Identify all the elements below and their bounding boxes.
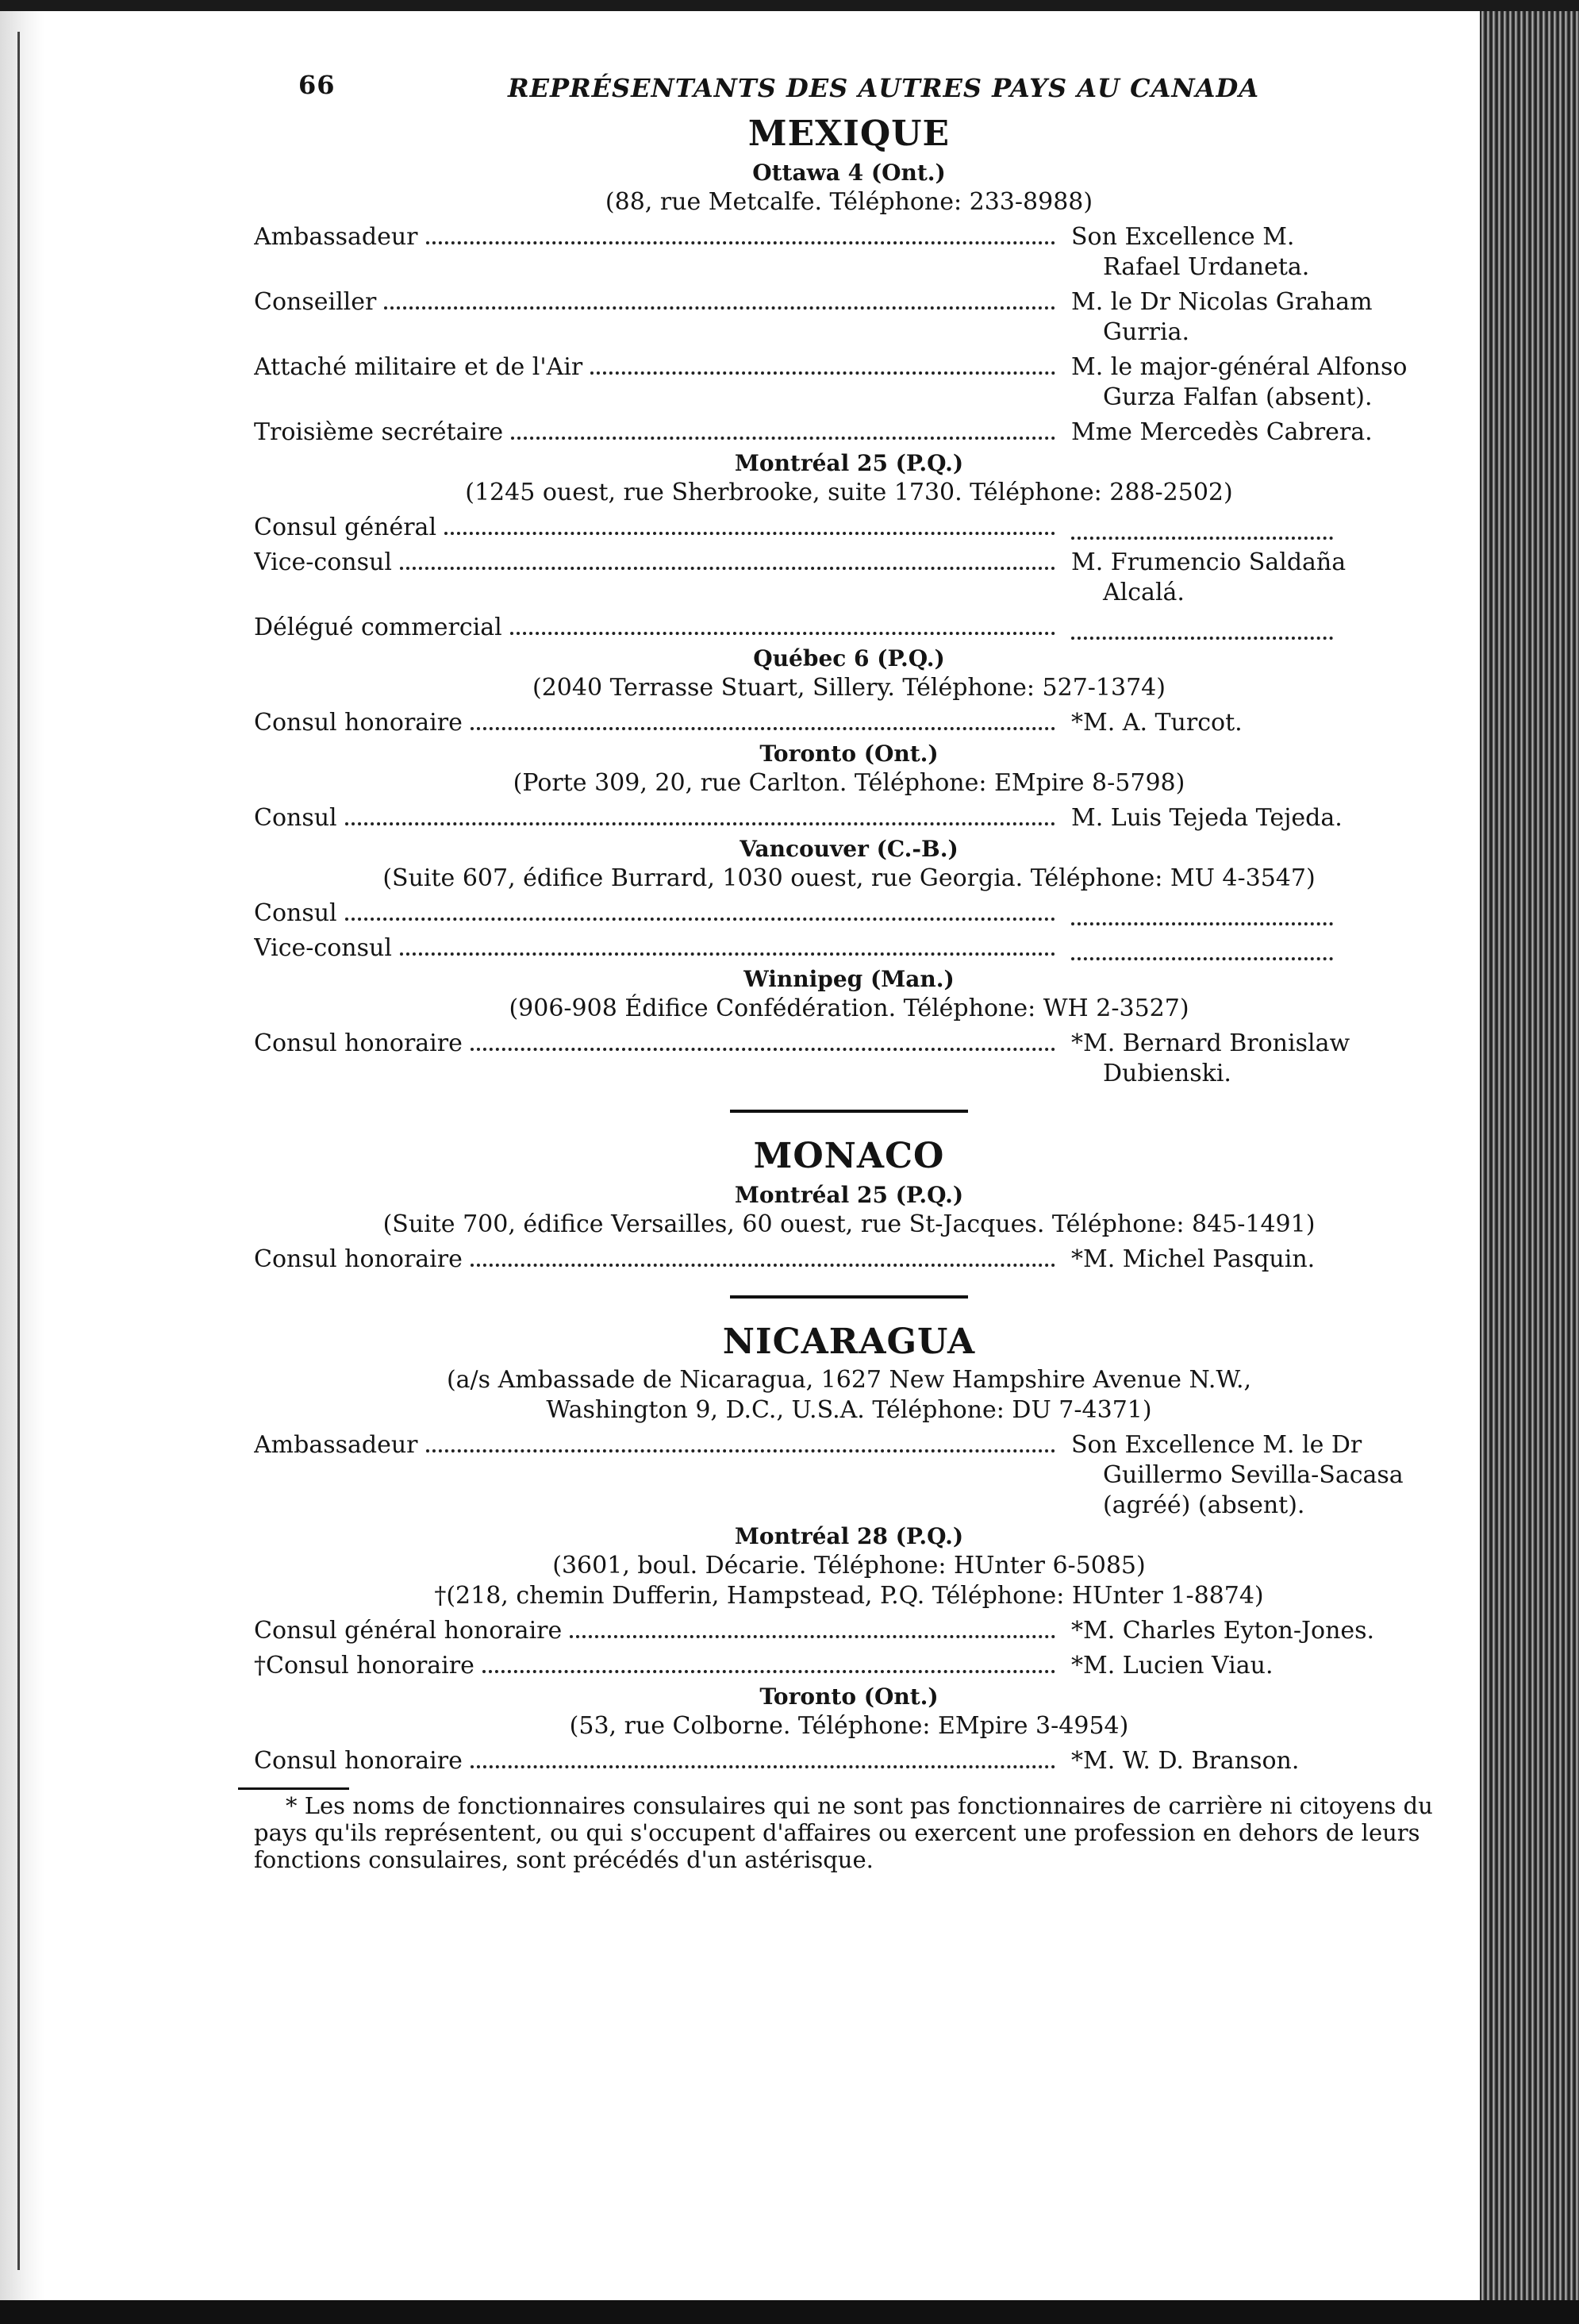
office-address: (a/s Ambassade de Nicaragua, 1627 New Hampshire Avenue N.W., bbox=[446, 1366, 1252, 1394]
dot-leader bbox=[384, 306, 1055, 310]
office-city: Ottawa 4 (Ont.) bbox=[752, 160, 946, 186]
entry-role bbox=[254, 933, 1071, 964]
holder-name-line: Gurza Falfan (absent). bbox=[1103, 383, 1373, 411]
entry-role bbox=[254, 803, 1071, 833]
page-header bbox=[254, 56, 1444, 111]
office-block bbox=[254, 644, 1444, 738]
role-label: Délégué commercial bbox=[254, 614, 502, 641]
entry-holder bbox=[1071, 1651, 1444, 1681]
staff-entry bbox=[254, 803, 1444, 833]
entry-holder bbox=[1071, 548, 1444, 608]
office-address: (Porte 309, 20, rue Carlton. Téléphone: EMpire 8-5798) bbox=[513, 769, 1185, 797]
holder-name-line: *M. Bernard Bronislaw bbox=[1071, 1029, 1350, 1057]
dot-leader bbox=[400, 952, 1055, 956]
dot-leader bbox=[444, 532, 1055, 535]
holder-name-line: (agréé) (absent). bbox=[1103, 1491, 1305, 1519]
role-label: †Consul honoraire bbox=[254, 1652, 474, 1680]
entry-holder bbox=[1071, 708, 1444, 738]
office-address: (88, rue Metcalfe. Téléphone: 233-8988) bbox=[605, 188, 1093, 216]
vacant-position-leader bbox=[1071, 933, 1333, 960]
office-block bbox=[254, 740, 1444, 833]
staff-entry bbox=[254, 1651, 1444, 1681]
scan-top-edge bbox=[0, 0, 1579, 11]
section-separator bbox=[730, 1110, 968, 1113]
vacant-position-leader bbox=[1071, 513, 1333, 540]
entry-role bbox=[254, 1245, 1071, 1275]
office-address: (Suite 607, édifice Burrard, 1030 ouest, rue Georgia. Téléphone: MU 4-3547) bbox=[382, 864, 1316, 892]
entry-holder bbox=[1071, 352, 1444, 413]
entry-holder bbox=[1071, 1746, 1444, 1776]
office-city: Montréal 25 (P.Q.) bbox=[734, 450, 964, 476]
dot-leader bbox=[471, 1048, 1055, 1051]
dot-leader bbox=[345, 918, 1055, 921]
vacant-position-leader bbox=[1071, 613, 1333, 640]
entry-holder bbox=[1071, 1616, 1444, 1646]
holder-name-line: Alcalá. bbox=[1103, 579, 1185, 606]
entry-role bbox=[254, 222, 1071, 283]
office-city: Montréal 28 (P.Q.) bbox=[734, 1523, 964, 1549]
entry-role bbox=[254, 1746, 1071, 1776]
holder-name-line: M. Luis Tejeda Tejeda. bbox=[1071, 804, 1343, 832]
office-block bbox=[254, 1365, 1444, 1521]
entry-role bbox=[254, 287, 1071, 348]
running-title: REPRÉSENTANTS DES AUTRES PAYS AU CANADA bbox=[508, 73, 1260, 103]
role-label: Consul honoraire bbox=[254, 709, 463, 737]
office-city: Québec 6 (P.Q.) bbox=[753, 645, 945, 671]
directory-content bbox=[254, 111, 1444, 1776]
role-label: Consul général honoraire bbox=[254, 1617, 563, 1645]
country-section bbox=[254, 111, 1444, 1089]
footnote: * Les noms de fonctionnaires consulaires qui ne sont pas fonctionnaires de carrière ni citoyens du pays qu'ils représentent, ou qui s'occupent d'affaires ou exercent une profession en dehors de leurs fonctions consulaires, sont précédés d'un astérisque. bbox=[254, 1787, 1444, 1873]
holder-name-line: *M. Charles Eyton-Jones. bbox=[1071, 1617, 1375, 1645]
dot-leader bbox=[590, 371, 1055, 375]
dot-leader bbox=[471, 1765, 1055, 1768]
office-address: (906-908 Édifice Confédération. Téléphone: WH 2-3527) bbox=[509, 995, 1189, 1022]
office-city: Montréal 25 (P.Q.) bbox=[734, 1182, 964, 1208]
entry-holder bbox=[1071, 513, 1444, 543]
country-heading: MEXIQUE bbox=[747, 114, 951, 154]
entry-holder bbox=[1071, 1430, 1444, 1521]
entry-holder bbox=[1071, 1245, 1444, 1275]
office-address: (1245 ouest, rue Sherbrooke, suite 1730. Téléphone: 288-2502) bbox=[465, 479, 1233, 506]
staff-entry bbox=[254, 417, 1444, 448]
entry-role bbox=[254, 513, 1071, 543]
entry-holder bbox=[1071, 898, 1444, 929]
dot-leader bbox=[345, 822, 1055, 825]
role-label: Conseiller bbox=[254, 288, 377, 316]
office-block bbox=[254, 835, 1444, 964]
dot-leader bbox=[570, 1635, 1055, 1638]
entry-role bbox=[254, 1029, 1071, 1089]
office-block bbox=[254, 1683, 1444, 1776]
role-label: Ambassadeur bbox=[254, 223, 418, 251]
office-block bbox=[254, 1522, 1444, 1681]
holder-name-line: M. le Dr Nicolas Graham bbox=[1071, 288, 1373, 316]
office-block bbox=[254, 159, 1444, 448]
office-address: (53, rue Colborne. Téléphone: EMpire 3-4954) bbox=[569, 1712, 1129, 1740]
office-address: Washington 9, D.C., U.S.A. Téléphone: DU 7-4371) bbox=[546, 1396, 1152, 1424]
office-city: Toronto (Ont.) bbox=[759, 1683, 939, 1710]
staff-entry bbox=[254, 613, 1444, 643]
holder-name-line: M. le major-général Alfonso bbox=[1071, 353, 1408, 381]
role-label: Consul honoraire bbox=[254, 1245, 463, 1273]
holder-name-line: M. Frumencio Saldaña bbox=[1071, 548, 1347, 576]
staff-entry bbox=[254, 1746, 1444, 1776]
holder-name-line: Gurria. bbox=[1103, 318, 1189, 346]
holder-name-line: Rafael Urdaneta. bbox=[1103, 253, 1310, 281]
holder-name-line: Guillermo Sevilla-Sacasa bbox=[1103, 1461, 1404, 1489]
office-city: Toronto (Ont.) bbox=[759, 741, 939, 767]
country-heading: MONACO bbox=[753, 1136, 945, 1176]
staff-entry bbox=[254, 352, 1444, 413]
page bbox=[254, 56, 1444, 1873]
holder-name-line: *M. Lucien Viau. bbox=[1071, 1652, 1274, 1680]
staff-entry bbox=[254, 898, 1444, 929]
entry-holder bbox=[1071, 613, 1444, 643]
entry-role bbox=[254, 898, 1071, 929]
staff-entry bbox=[254, 708, 1444, 738]
holder-name-line: Son Excellence M. bbox=[1071, 223, 1295, 251]
scan-left-margin bbox=[0, 0, 44, 2324]
dot-leader bbox=[471, 727, 1055, 730]
dot-leader bbox=[510, 632, 1055, 635]
role-label: Consul bbox=[254, 804, 337, 832]
entry-role bbox=[254, 1430, 1071, 1521]
entry-role bbox=[254, 352, 1071, 413]
entry-holder bbox=[1071, 222, 1444, 283]
office-block bbox=[254, 449, 1444, 643]
role-label: Vice-consul bbox=[254, 934, 392, 962]
office-block bbox=[254, 1181, 1444, 1275]
role-label: Consul bbox=[254, 899, 337, 927]
dot-leader bbox=[426, 1449, 1056, 1452]
staff-entry bbox=[254, 1430, 1444, 1521]
entry-role bbox=[254, 1616, 1071, 1646]
entry-role bbox=[254, 613, 1071, 643]
entry-role bbox=[254, 417, 1071, 448]
holder-name-line: Son Excellence M. le Dr bbox=[1071, 1431, 1362, 1459]
holder-name-line: *M. Michel Pasquin. bbox=[1071, 1245, 1316, 1273]
country-heading: NICARAGUA bbox=[722, 1322, 976, 1362]
dot-leader bbox=[471, 1264, 1055, 1267]
staff-entry bbox=[254, 1029, 1444, 1089]
staff-entry bbox=[254, 1616, 1444, 1646]
role-label: Vice-consul bbox=[254, 548, 392, 576]
entry-role bbox=[254, 1651, 1071, 1681]
office-block bbox=[254, 965, 1444, 1089]
role-label: Ambassadeur bbox=[254, 1431, 418, 1459]
dot-leader bbox=[482, 1670, 1055, 1673]
role-label: Consul honoraire bbox=[254, 1029, 463, 1057]
office-address: †(218, chemin Dufferin, Hampstead, P.Q. Téléphone: HUnter 1-8874) bbox=[434, 1582, 1264, 1610]
dot-leader bbox=[400, 567, 1055, 570]
role-label: Attaché militaire et de l'Air bbox=[254, 353, 583, 381]
entry-holder bbox=[1071, 287, 1444, 348]
scan-binding-line bbox=[17, 32, 20, 2270]
staff-entry bbox=[254, 513, 1444, 543]
role-label: Troisième secrétaire bbox=[254, 418, 504, 446]
office-city: Winnipeg (Man.) bbox=[743, 966, 955, 992]
entry-role bbox=[254, 548, 1071, 608]
office-address: (Suite 700, édifice Versailles, 60 ouest, rue St-Jacques. Téléphone: 845-1491) bbox=[382, 1210, 1316, 1238]
entry-holder bbox=[1071, 1029, 1444, 1089]
country-section bbox=[254, 1133, 1444, 1275]
office-address: (2040 Terrasse Stuart, Sillery. Téléphone: 527-1374) bbox=[532, 674, 1166, 702]
holder-name-line: *M. A. Turcot. bbox=[1071, 709, 1243, 737]
holder-name-line: *M. W. D. Branson. bbox=[1071, 1747, 1300, 1775]
section-separator bbox=[730, 1295, 968, 1299]
staff-entry bbox=[254, 548, 1444, 608]
holder-name-line: Mme Mercedès Cabrera. bbox=[1071, 418, 1373, 446]
staff-entry bbox=[254, 933, 1444, 964]
staff-entry bbox=[254, 1245, 1444, 1275]
country-section bbox=[254, 1319, 1444, 1776]
vacant-position-leader bbox=[1071, 898, 1333, 925]
role-label: Consul général bbox=[254, 514, 437, 541]
entry-holder bbox=[1071, 803, 1444, 833]
staff-entry bbox=[254, 222, 1444, 283]
scan-bottom-edge bbox=[0, 2300, 1579, 2324]
entry-role bbox=[254, 708, 1071, 738]
office-city: Vancouver (C.-B.) bbox=[740, 836, 959, 862]
entry-holder bbox=[1071, 933, 1444, 964]
holder-name-line: Dubienski. bbox=[1103, 1060, 1231, 1087]
entry-holder bbox=[1071, 417, 1444, 448]
scan-book-edge bbox=[1480, 0, 1579, 2324]
dot-leader bbox=[426, 241, 1056, 244]
staff-entry bbox=[254, 287, 1444, 348]
page-number: 66 bbox=[298, 70, 336, 100]
dot-leader bbox=[511, 437, 1055, 440]
role-label: Consul honoraire bbox=[254, 1747, 463, 1775]
office-address: (3601, boul. Décarie. Téléphone: HUnter 6-5085) bbox=[552, 1552, 1146, 1579]
